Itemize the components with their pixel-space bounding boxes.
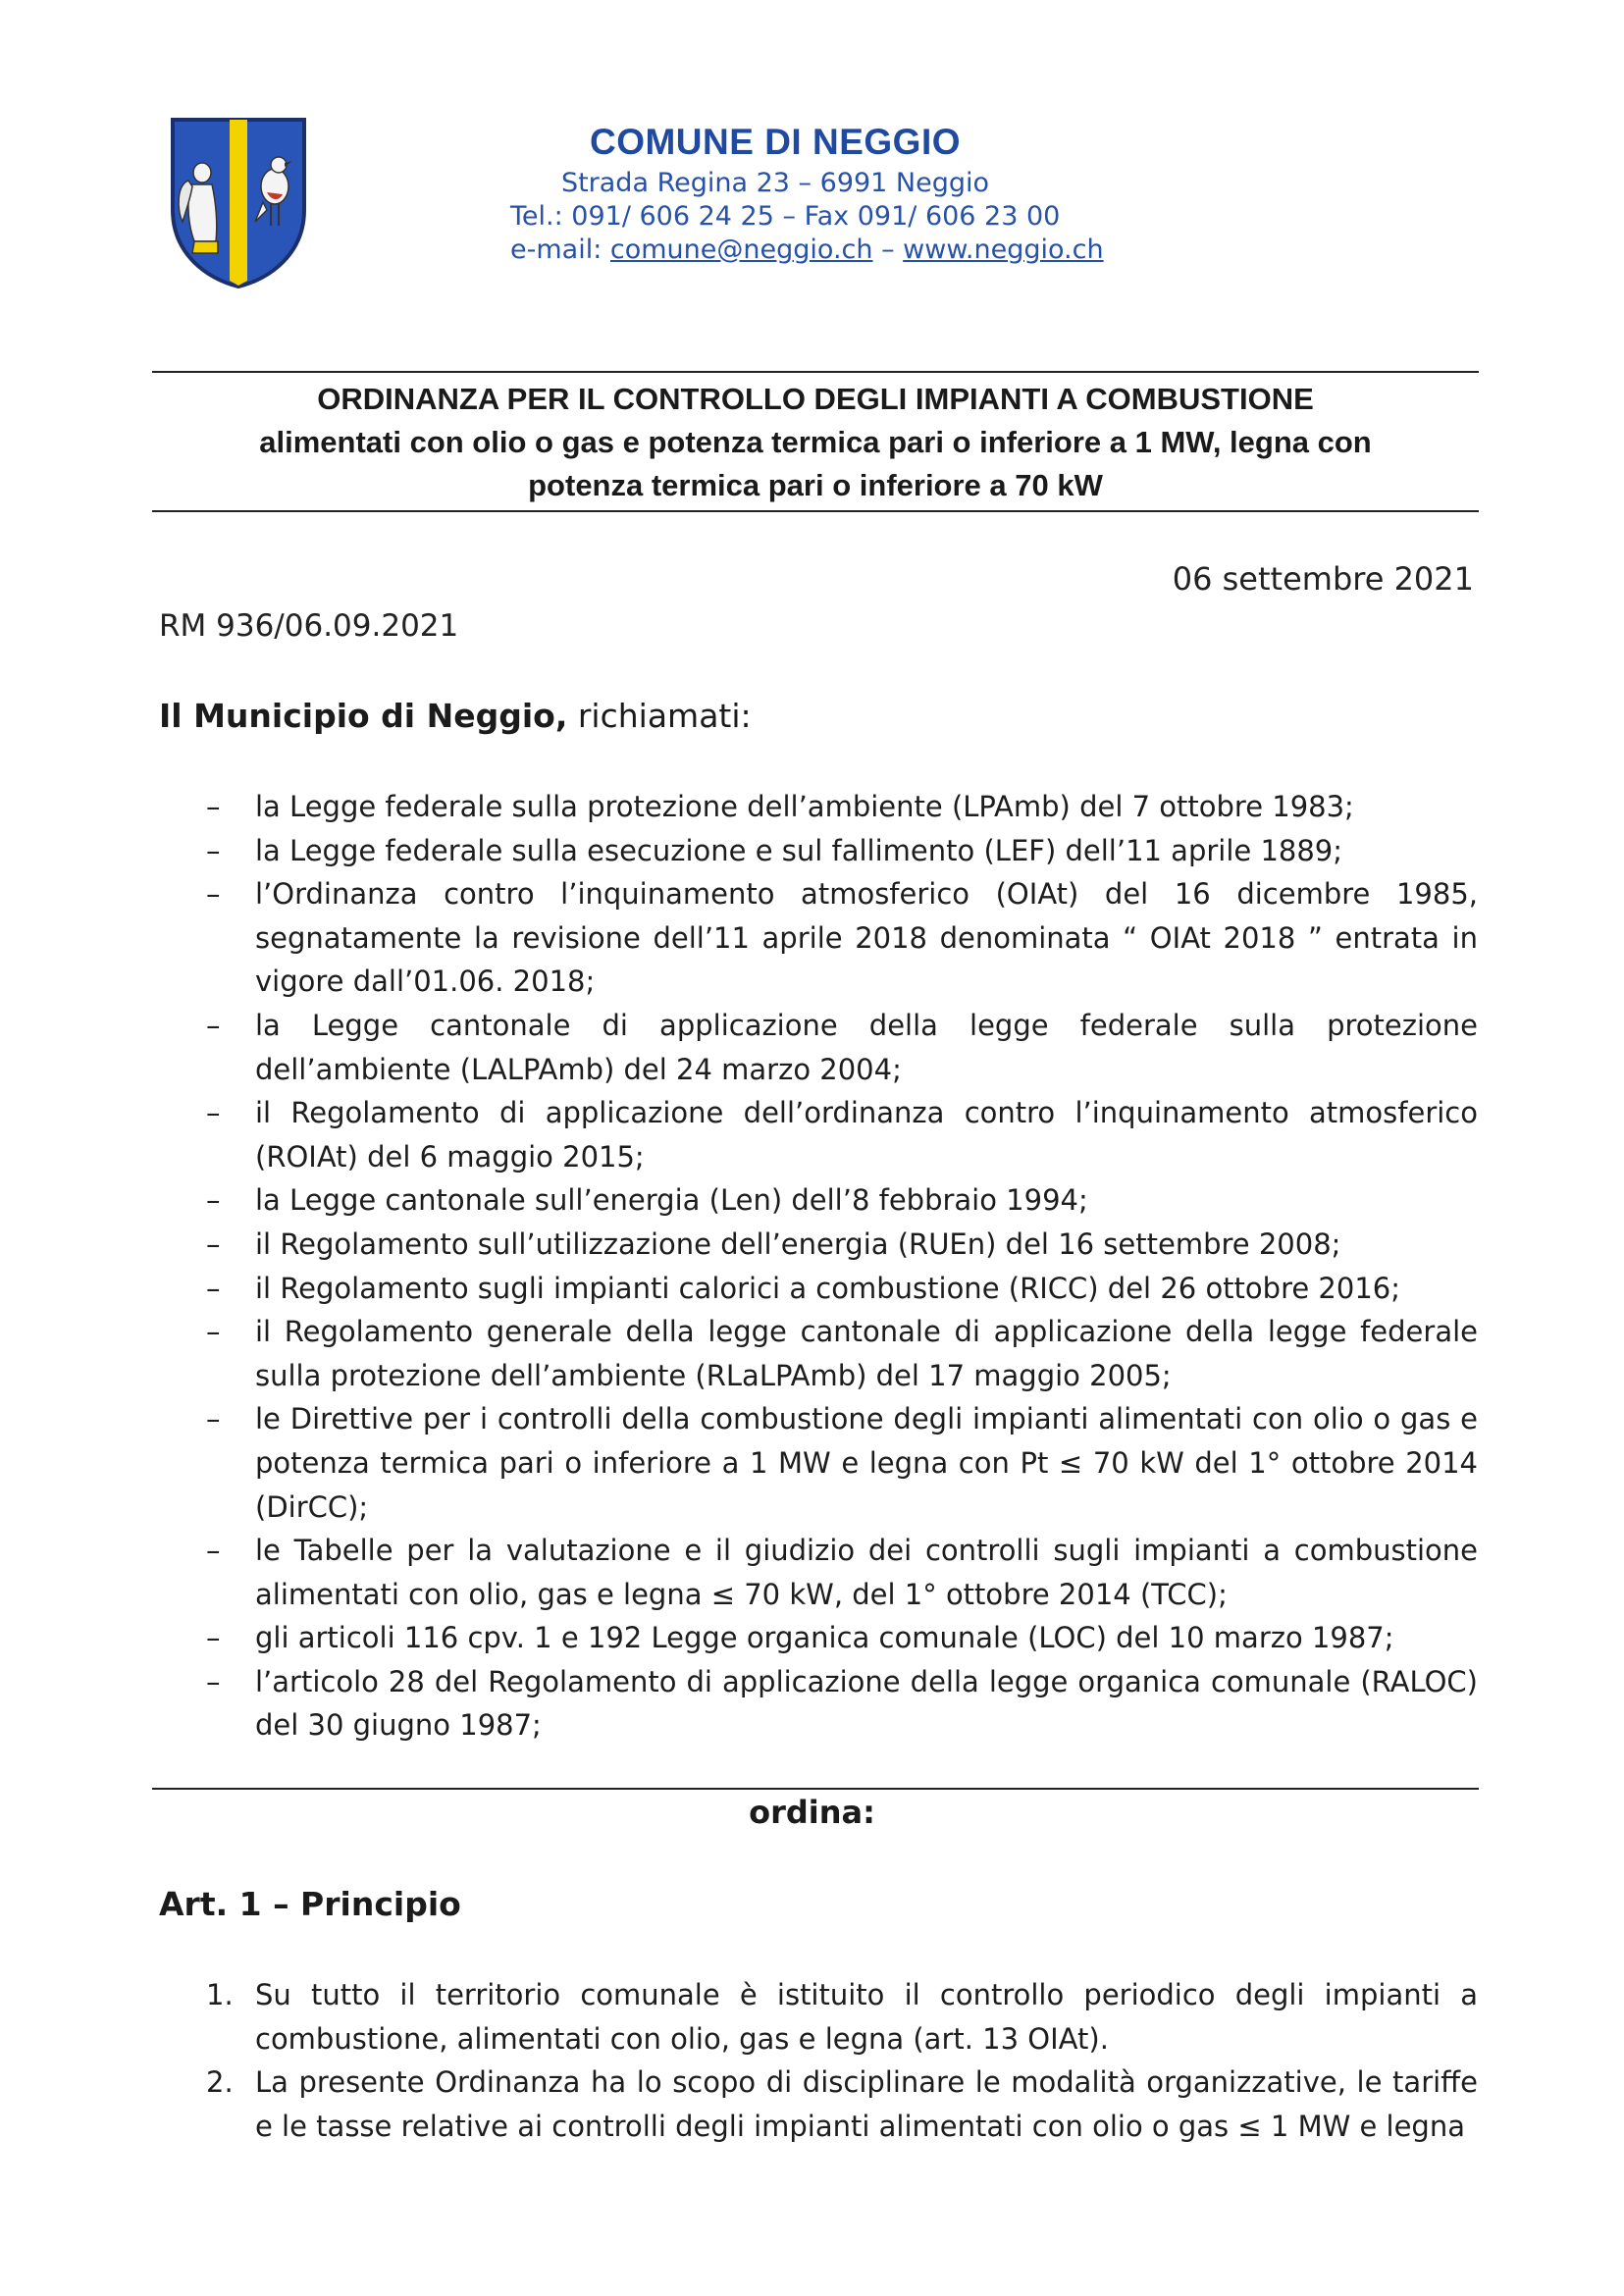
legal-basis-item [206, 1223, 1478, 1267]
contact-line [510, 234, 1104, 267]
legal-basis-item [206, 1091, 1478, 1178]
paragraph-text: La presente Ordinanza ha lo scopo di disciplinare le modalità organizzative, le tariffe e le tasse relative ai controlli degli impianti alimentati con olio o gas ≤ 1 MW e legna [255, 2065, 1478, 2143]
paragraph-number: 1. [206, 1978, 234, 2011]
ordina-rule [152, 1788, 1479, 1790]
title-bottom-rule [152, 510, 1479, 512]
dash-bullet: – [206, 1271, 221, 1305]
address: Strada Regina 23 – 6991 Neggio [560, 168, 990, 198]
intro-rest: richiamati: [567, 697, 752, 735]
title-line-2: alimentati con olio o gas e potenza termica pari o inferiore a 1 MW, legna con [259, 425, 1372, 459]
legal-basis-text: il Regolamento sull’utilizzazione dell’energia (RUEn) del 16 settembre 2008; [255, 1226, 1341, 1261]
legal-basis-text: la Legge federale sulla protezione dell’ambiente (LPAmb) del 7 ottobre 1983; [255, 790, 1354, 823]
article-paragraph [206, 1973, 1478, 2061]
legal-basis-text: la Legge federale sulla esecuzione e sul fallimento (LEF) dell’11 aprile 1889; [255, 833, 1343, 867]
dash-bullet: – [206, 1402, 221, 1436]
legal-basis-list [206, 785, 1478, 1748]
dash-bullet: – [206, 1621, 221, 1655]
legal-basis-text: il Regolamento sugli impianti calorici a combustione (RICC) del 26 ottobre 2016; [255, 1271, 1400, 1305]
dash-bullet: – [206, 790, 221, 823]
legal-basis-text: le Direttive per i controlli della combustione degli impianti alimentati con olio o gas e potenza termica pari o inferiore a 1 MW e legna con Pt ≤ 70 kW del 1° ottobre 2014 (DirCC); [255, 1402, 1478, 1524]
legal-basis-text: l’Ordinanza contro l’inquinamento atmosferico (OIAt) del 16 dicembre 1985, segnatamente la revisione dell’11 aprile 2018 denominata “ OIAt 2018 ” entrata in vigore dall’01.06. 2018; [255, 877, 1478, 999]
dash-bullet: – [206, 833, 221, 867]
paragraph-number: 2. [206, 2065, 234, 2100]
title-top-rule [152, 371, 1479, 373]
email-link[interactable]: comune@neggio.ch [609, 235, 873, 265]
dash-bullet: – [206, 1008, 221, 1042]
dash-bullet: – [206, 1315, 221, 1349]
legal-basis-item [206, 1267, 1478, 1311]
legal-basis-item [206, 785, 1478, 829]
legal-basis-text: il Regolamento generale della legge cantonale di applicazione della legge federale sulla protezione dell’ambiente (RLaLPAmb) del 17 maggio 2005; [255, 1315, 1478, 1392]
dash-bullet: – [206, 1664, 221, 1698]
title-line-1: ORDINANZA PER IL CONTROLLO DEGLI IMPIANTI A COMBUSTIONE [317, 382, 1314, 416]
intro-line [159, 696, 752, 737]
document-date: 06 settembre 2021 [1172, 560, 1474, 598]
legal-basis-item [206, 829, 1478, 873]
legal-basis-text: il Regolamento di applicazione dell’ordinanza contro l’inquinamento atmosferico (ROIAt) del 6 maggio 2015; [255, 1096, 1478, 1174]
email-label: e-mail: [510, 235, 610, 265]
title-line-3: potenza termica pari o inferiore a 70 kW [528, 468, 1103, 502]
legal-basis-item [206, 1004, 1478, 1091]
dash-bullet: – [206, 1183, 221, 1218]
dash-bullet: – [206, 1226, 221, 1261]
coat-of-arms-icon [169, 116, 308, 288]
municipality-name: COMUNE DI NEGGIO [589, 122, 962, 162]
contact-separator: – [872, 235, 904, 265]
legal-basis-text: le Tabelle per la valutazione e il giudizio dei controlli sugli impianti a combustione alimentati con olio, gas e legna ≤ 70 kW, del 1° ottobre 2014 (TCC); [255, 1534, 1478, 1611]
legal-basis-text: la Legge cantonale sull’energia (Len) dell’8 febbraio 1994; [255, 1183, 1088, 1218]
ordinance-title [152, 378, 1479, 507]
article-paragraph [206, 2061, 1478, 2148]
legal-basis-text: la Legge cantonale di applicazione della legge federale sulla protezione dell’ambiente (LALPAmb) del 24 marzo 2004; [255, 1008, 1478, 1086]
dash-bullet: – [206, 877, 221, 912]
legal-basis-text: gli articoli 116 cpv. 1 e 192 Legge organica comunale (LOC) del 10 marzo 1987; [255, 1621, 1394, 1655]
legal-basis-item [206, 1178, 1478, 1223]
phone-fax: Tel.: 091/ 606 24 25 – Fax 091/ 606 23 00 [510, 201, 1061, 232]
paragraph-text: Su tutto il territorio comunale è istituito il controllo periodico degli impianti a combustione, alimentati con olio, gas e legna (art. 13 OIAt). [255, 1978, 1478, 2056]
legal-basis-item [206, 1529, 1478, 1616]
legal-basis-item [206, 1397, 1478, 1529]
resolution-reference: RM 936/06.09.2021 [159, 608, 459, 644]
article-title: Art. 1 – Principio [159, 1885, 461, 1923]
letterhead [510, 118, 1104, 267]
ordina-heading: ordina: [749, 1794, 875, 1831]
dash-bullet: – [206, 1096, 221, 1130]
legal-basis-item [206, 1660, 1478, 1748]
legal-basis-item [206, 872, 1478, 1004]
legal-basis-item [206, 1616, 1478, 1660]
article-items [206, 1973, 1478, 2148]
website-link[interactable]: www.neggio.ch [903, 235, 1104, 265]
legal-basis-text: l’articolo 28 del Regolamento di applicazione della legge organica comunale (RALOC) del 30 giugno 1987; [255, 1664, 1478, 1743]
legal-basis-item [206, 1310, 1478, 1397]
intro-subject: Il Municipio di Neggio, [159, 697, 568, 735]
dash-bullet: – [206, 1534, 221, 1568]
